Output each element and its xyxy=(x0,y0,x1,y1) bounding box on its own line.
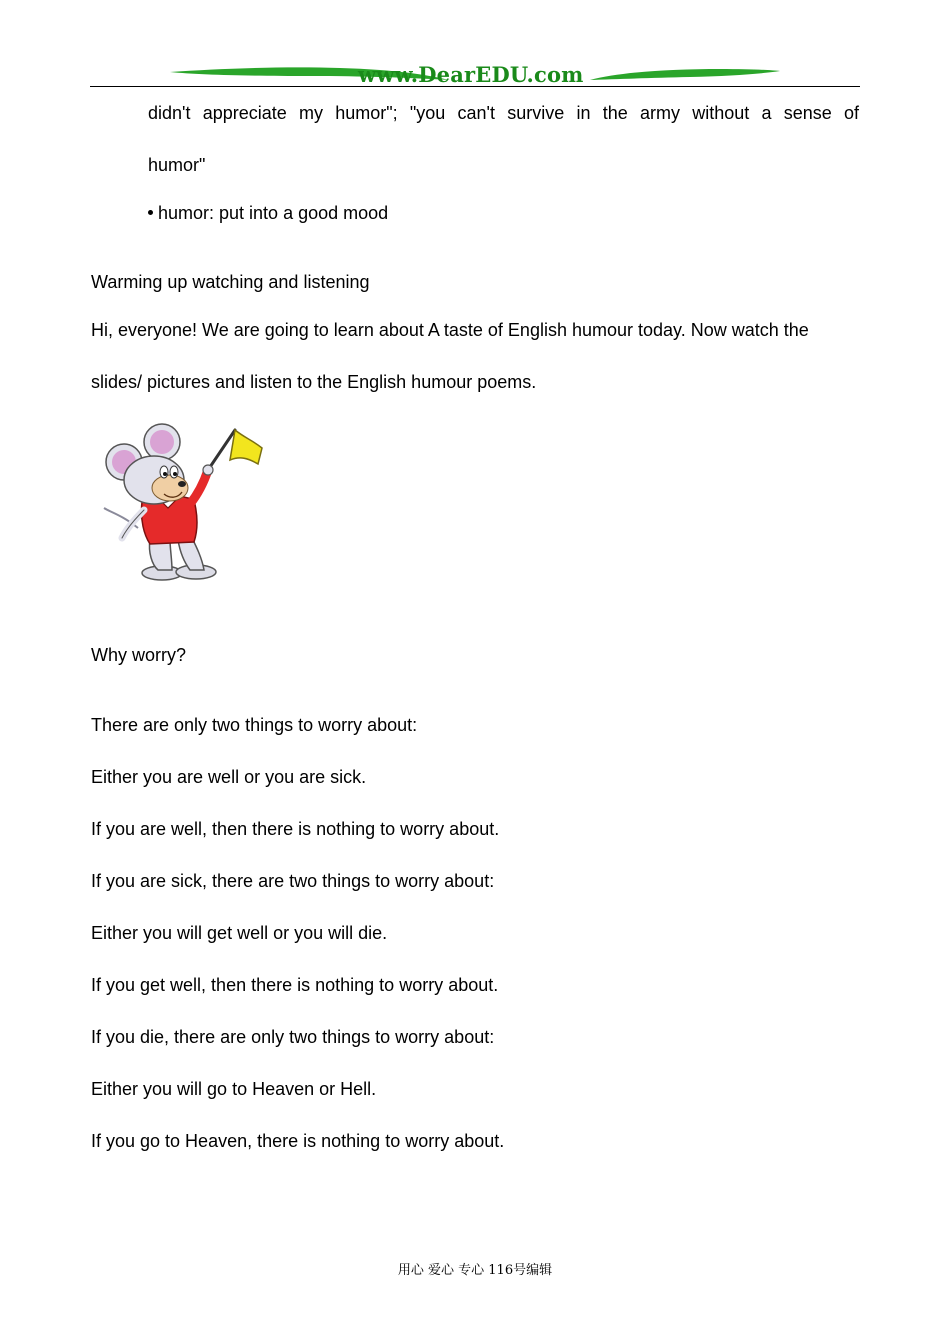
bullet-item-text: humor: put into a good mood xyxy=(158,203,389,223)
poem-line: If you get well, then there is nothing to worry about. xyxy=(91,975,499,995)
poem-line: If you are sick, there are two things to worry about: xyxy=(91,871,495,891)
intro-line: slides/ pictures and listen to the English humour poems. xyxy=(91,372,537,392)
poem-line: If you die, there are only two things to worry about: xyxy=(91,1027,495,1047)
poem-line: Either you will get well or you will die. xyxy=(91,923,388,943)
bullet-icon xyxy=(148,210,153,215)
right-swoosh-decoration xyxy=(590,66,780,82)
page-header xyxy=(90,60,860,90)
poem-line: If you are well, then there is nothing to worry about. xyxy=(91,819,500,839)
site-logo: www.DearEDU.com xyxy=(358,62,584,87)
poem-line: If you go to Heaven, there is nothing to worry about. xyxy=(91,1131,505,1151)
cartoon-mouse-with-flag-image xyxy=(100,420,270,585)
page-footer: 用心 爱心 专心 116号编辑 xyxy=(397,1263,553,1278)
poem-title: Why worry? xyxy=(91,645,187,665)
continued-definition-end: humor" xyxy=(148,155,206,175)
poem-line: Either you are well or you are sick. xyxy=(91,767,367,787)
intro-line: Hi, everyone! We are going to learn about A taste of English humour today. Now watch the xyxy=(91,320,809,340)
header-rule xyxy=(90,86,860,87)
bullet-item xyxy=(148,202,388,224)
continued-definition-line: didn't appreciate my humor"; "you can't survive in the army without a sense of xyxy=(148,103,859,123)
poem-line: There are only two things to worry about: xyxy=(91,715,418,735)
section-heading: Warming up watching and listening xyxy=(91,272,370,292)
poem-line: Either you will go to Heaven or Hell. xyxy=(91,1079,377,1099)
